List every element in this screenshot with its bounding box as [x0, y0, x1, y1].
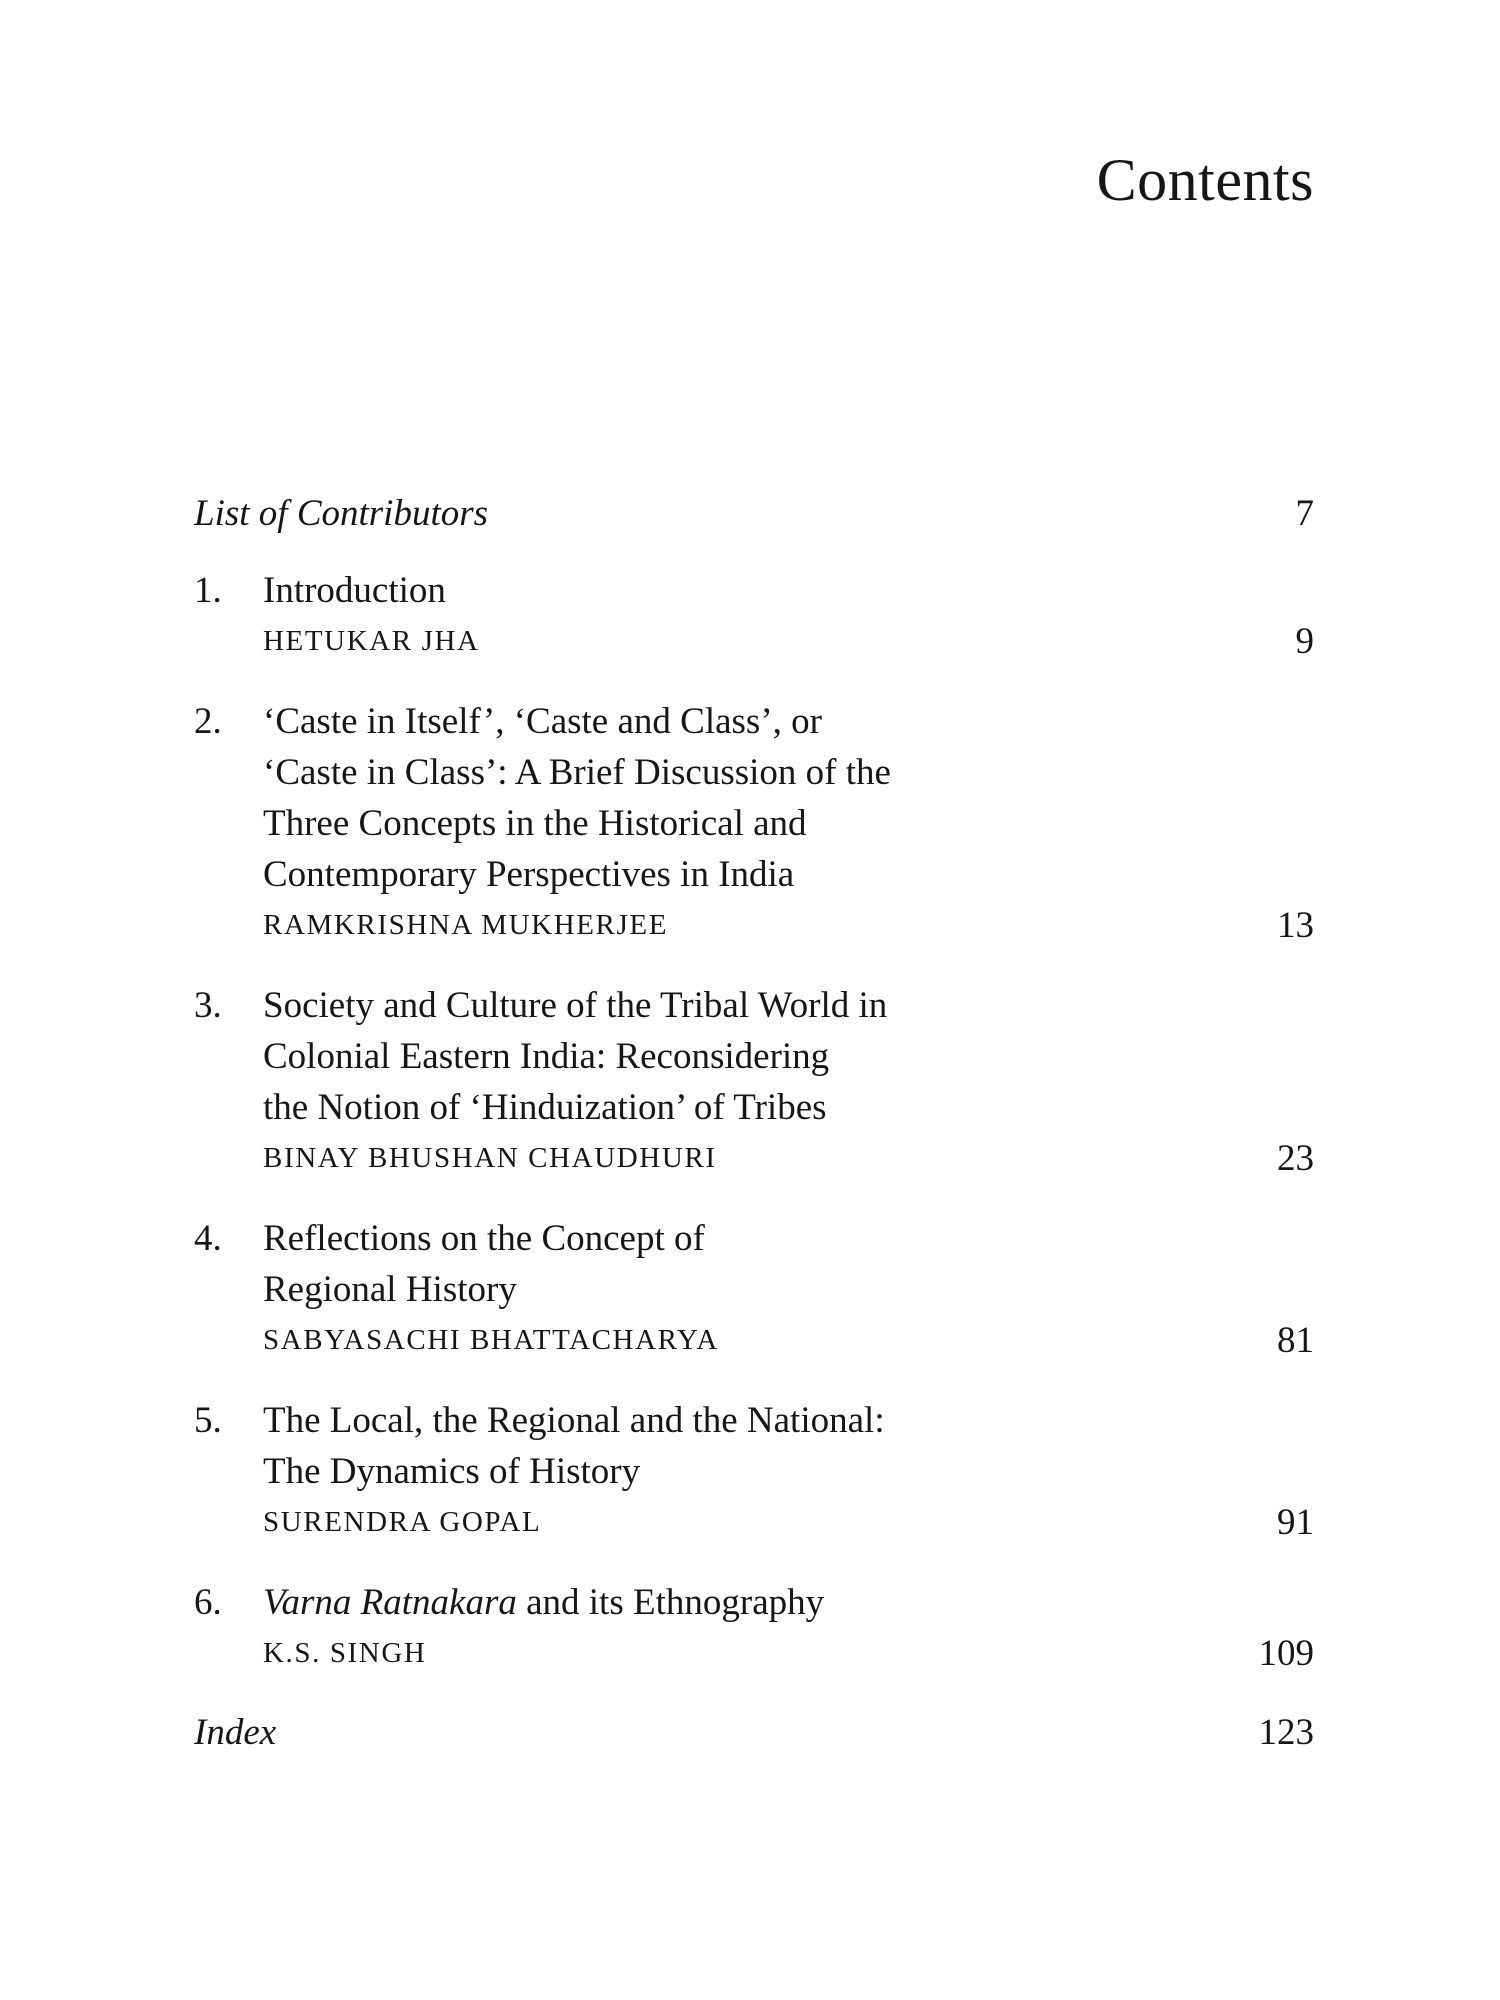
page-number: 13 — [1277, 905, 1314, 946]
toc-entry-chapter-1[interactable] — [194, 565, 1314, 667]
chapter-number: 1. — [194, 570, 222, 611]
page-number: 7 — [1295, 493, 1314, 534]
back-matter-label: Index — [194, 1712, 277, 1753]
chapter-author: BINAY BHUSHAN CHAUDHURI — [263, 1142, 717, 1174]
toc-entry-chapter-2[interactable] — [194, 696, 1314, 951]
toc-entry-list-of-contributors[interactable] — [194, 488, 1314, 539]
chapter-author: SABYASACHI BHATTACHARYA — [263, 1324, 719, 1356]
chapter-number: 4. — [194, 1218, 222, 1259]
toc-entry-index[interactable] — [194, 1707, 1314, 1758]
table-of-contents — [194, 488, 1314, 1758]
chapter-author-row — [263, 1628, 1314, 1679]
page-number: 9 — [1295, 621, 1314, 662]
chapter-author-row — [263, 1497, 1314, 1548]
chapter-author-row — [263, 900, 1314, 951]
chapter-author-row — [263, 1133, 1314, 1184]
chapter-title-line: The Local, the Regional and the National: — [263, 1400, 885, 1441]
toc-entry-chapter-5[interactable] — [194, 1395, 1314, 1548]
page-number: 109 — [1258, 1633, 1314, 1674]
chapter-number: 6. — [194, 1582, 222, 1623]
chapter-author-row — [263, 1315, 1314, 1366]
chapter-title-line: Society and Culture of the Tribal World in — [263, 985, 888, 1026]
chapter-title-line — [263, 1577, 1314, 1628]
chapter-title-line: Reflections on the Concept of — [263, 1218, 705, 1259]
page-number: 23 — [1277, 1138, 1314, 1179]
chapter-title-line: Three Concepts in the Historical and — [263, 803, 807, 844]
chapter-title-line: ‘Caste in Itself’, ‘Caste and Class’, or — [263, 701, 822, 742]
chapter-number: 3. — [194, 985, 222, 1026]
chapter-title-line: the Notion of ‘Hinduization’ of Tribes — [263, 1087, 827, 1128]
toc-entry-chapter-3[interactable] — [194, 980, 1314, 1184]
page-number: 123 — [1258, 1712, 1314, 1753]
page-title: Contents — [1096, 147, 1314, 213]
chapter-title-line: Contemporary Perspectives in India — [263, 854, 795, 895]
page-number: 91 — [1277, 1502, 1314, 1543]
page-number: 81 — [1277, 1320, 1314, 1361]
chapter-author-row — [263, 616, 1314, 667]
chapter-author: K.S. SINGH — [263, 1637, 427, 1669]
chapter-title-line: Regional History — [263, 1269, 517, 1310]
toc-entry-chapter-6[interactable] — [194, 1577, 1314, 1679]
chapter-title-italic: Varna Ratnakara — [263, 1582, 517, 1623]
chapter-number: 2. — [194, 701, 222, 742]
chapter-number: 5. — [194, 1400, 222, 1441]
front-matter-label: List of Contributors — [194, 493, 489, 534]
chapter-title-line: Introduction — [263, 570, 446, 611]
chapter-author: HETUKAR JHA — [263, 625, 480, 657]
chapter-author: RAMKRISHNA MUKHERJEE — [263, 909, 669, 941]
chapter-author: SURENDRA GOPAL — [263, 1506, 542, 1538]
chapter-title-rest: and its Ethnography — [516, 1582, 825, 1623]
toc-entry-chapter-4[interactable] — [194, 1213, 1314, 1366]
chapter-title-line: The Dynamics of History — [263, 1451, 641, 1492]
chapter-title-line: Colonial Eastern India: Reconsidering — [263, 1036, 830, 1077]
chapter-title-line: ‘Caste in Class’: A Brief Discussion of the — [263, 752, 891, 793]
